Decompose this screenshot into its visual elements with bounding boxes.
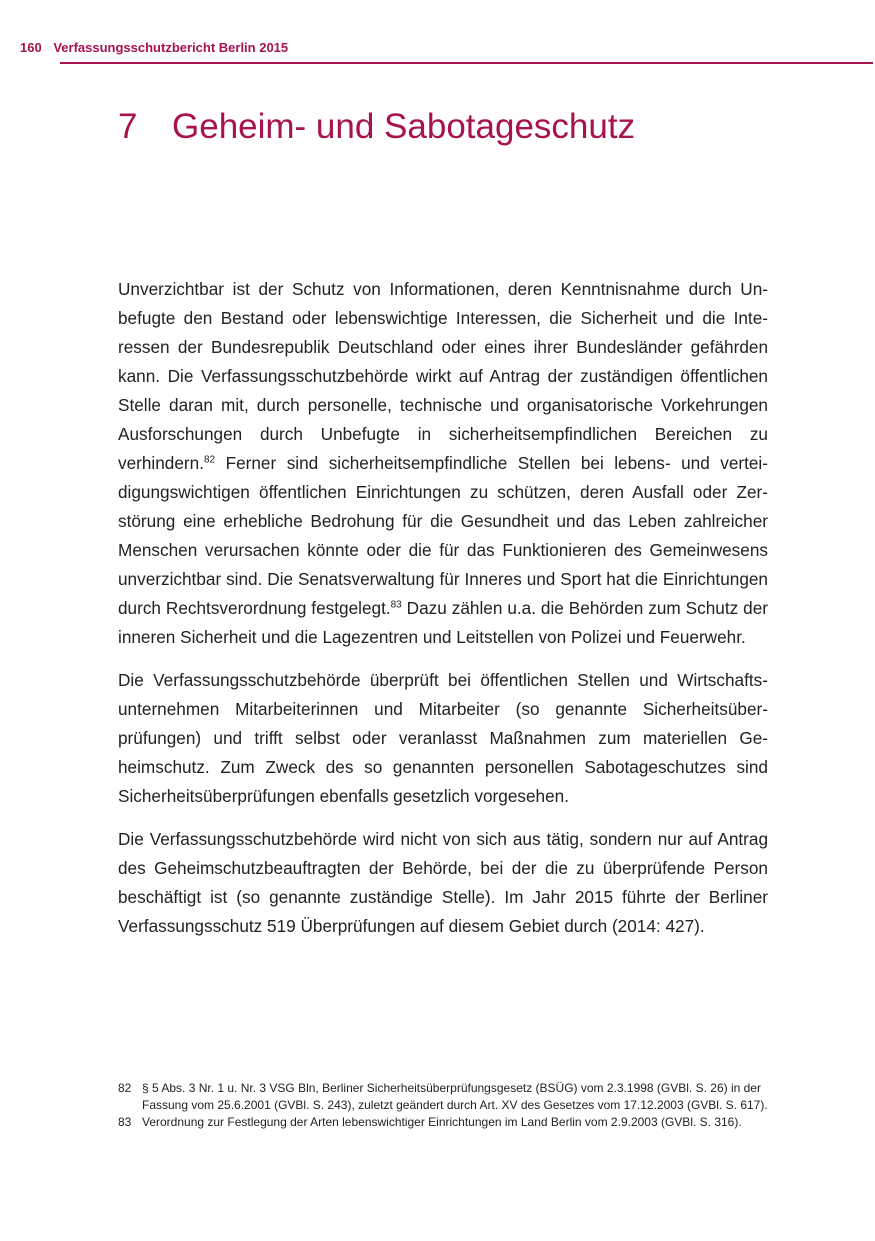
chapter-title — [118, 107, 635, 147]
page-number: 160 — [20, 40, 42, 55]
paragraph-1-part-c: Dazu zählen u.a. die Behörden zum Schutz der inneren Sicherheit und die Lagezentren und Leitstellen von Polizei und Feuerwehr. — [118, 598, 768, 647]
footnotes — [118, 1080, 768, 1131]
running-title: Verfassungsschutzbericht Berlin 2015 — [53, 40, 289, 55]
paragraph-2: Die Verfassungsschutzbehörde überprüft bei öffentlichen Stellen und Wirtschaftsunternehmen Mitarbeiterinnen und Mitarbeiter (so genannte Sicherheitsüberprüfungen) und trifft selbst oder veranlasst Maßnahmen zum materiellen Geheimschutz. Zum Zweck des so genannten personellen Sabotageschutzes sind Sicherheitsüberprüfungen ebenfalls gesetzlich vorgesehen. — [118, 670, 768, 806]
footnote-text: Verordnung zur Festlegung der Arten lebenswichtiger Einrichtungen im Land Berlin vom 2.9.2003 (GVBl. S. 316). — [142, 1115, 742, 1129]
body-text — [118, 275, 768, 955]
footnote-text: § 5 Abs. 3 Nr. 1 u. Nr. 3 VSG Bln, Berliner Sicherheitsüberprüfungsgesetz (BSÜG) vom 2.3.1998 (GVBl. S. 26) in der Fassung vom 25.6.2001 (GVBl. S. 243), zuletzt geändert durch Art. XV des Gesetzes vom 17.12.2003 (GVBl. S. 617). — [142, 1081, 768, 1112]
paragraph-1-part-b: Ferner sind sicherheitsempfindliche Stellen bei lebens- und verteidigungswichtigen öffentlichen Einrichtungen zu schützen, deren Ausfall oder Zerstörung eine erhebliche Bedrohung für die Gesundheit und das Leben zahlreicher Menschen verursachen könnte oder die für das Funktionieren des Gemeinwesens unverzichtbar sind. Die Senatsverwaltung für Inneres und Sport hat die Einrichtungen durch Rechtsverordnung festgelegt. — [118, 453, 768, 618]
footnote-82 — [118, 1080, 768, 1114]
footnote-ref-83[interactable]: 83 — [390, 599, 402, 611]
paragraph-3: Die Verfassungsschutzbehörde wird nicht von sich aus tätig, sondern nur auf Antrag des Geheimschutzbeauftragten der Behörde, bei der die zu überprüfende Person beschäftigt ist (so genannte zuständige Stelle). Im Jahr 2015 führte der Berliner Verfassungsschutz 519 Überprüfungen auf diesem Gebiet durch (2014: 427). — [118, 829, 768, 936]
footnote-number: 83 — [118, 1115, 132, 1129]
header-rule — [60, 62, 873, 64]
footnote-number: 82 — [118, 1081, 132, 1095]
paragraph-1-part-a: Unverzichtbar ist der Schutz von Informationen, deren Kenntnisnahme durch Unbefugte den Bestand oder lebenswichtige Interessen, die Sicherheit und die Interessen der Bundesrepublik Deutschland oder eines ihrer Bundesländer gefährden kann. Die Verfassungsschutzbehörde wirkt auf Antrag der zuständigen öffentlichen Stelle daran mit, durch personelle, technische und organisatorische Vorkehrungen Ausforschungen durch Unbefugte in sicherheitsempfindlichen Bereichen zu verhindern. — [118, 279, 768, 473]
chapter-title-text: Geheim- und Sabotageschutz — [172, 107, 636, 147]
footnote-83 — [118, 1114, 768, 1131]
paragraph-1 — [118, 275, 768, 652]
chapter-number: 7 — [118, 107, 138, 147]
running-header — [20, 40, 288, 55]
footnote-ref-82[interactable]: 82 — [204, 454, 216, 466]
